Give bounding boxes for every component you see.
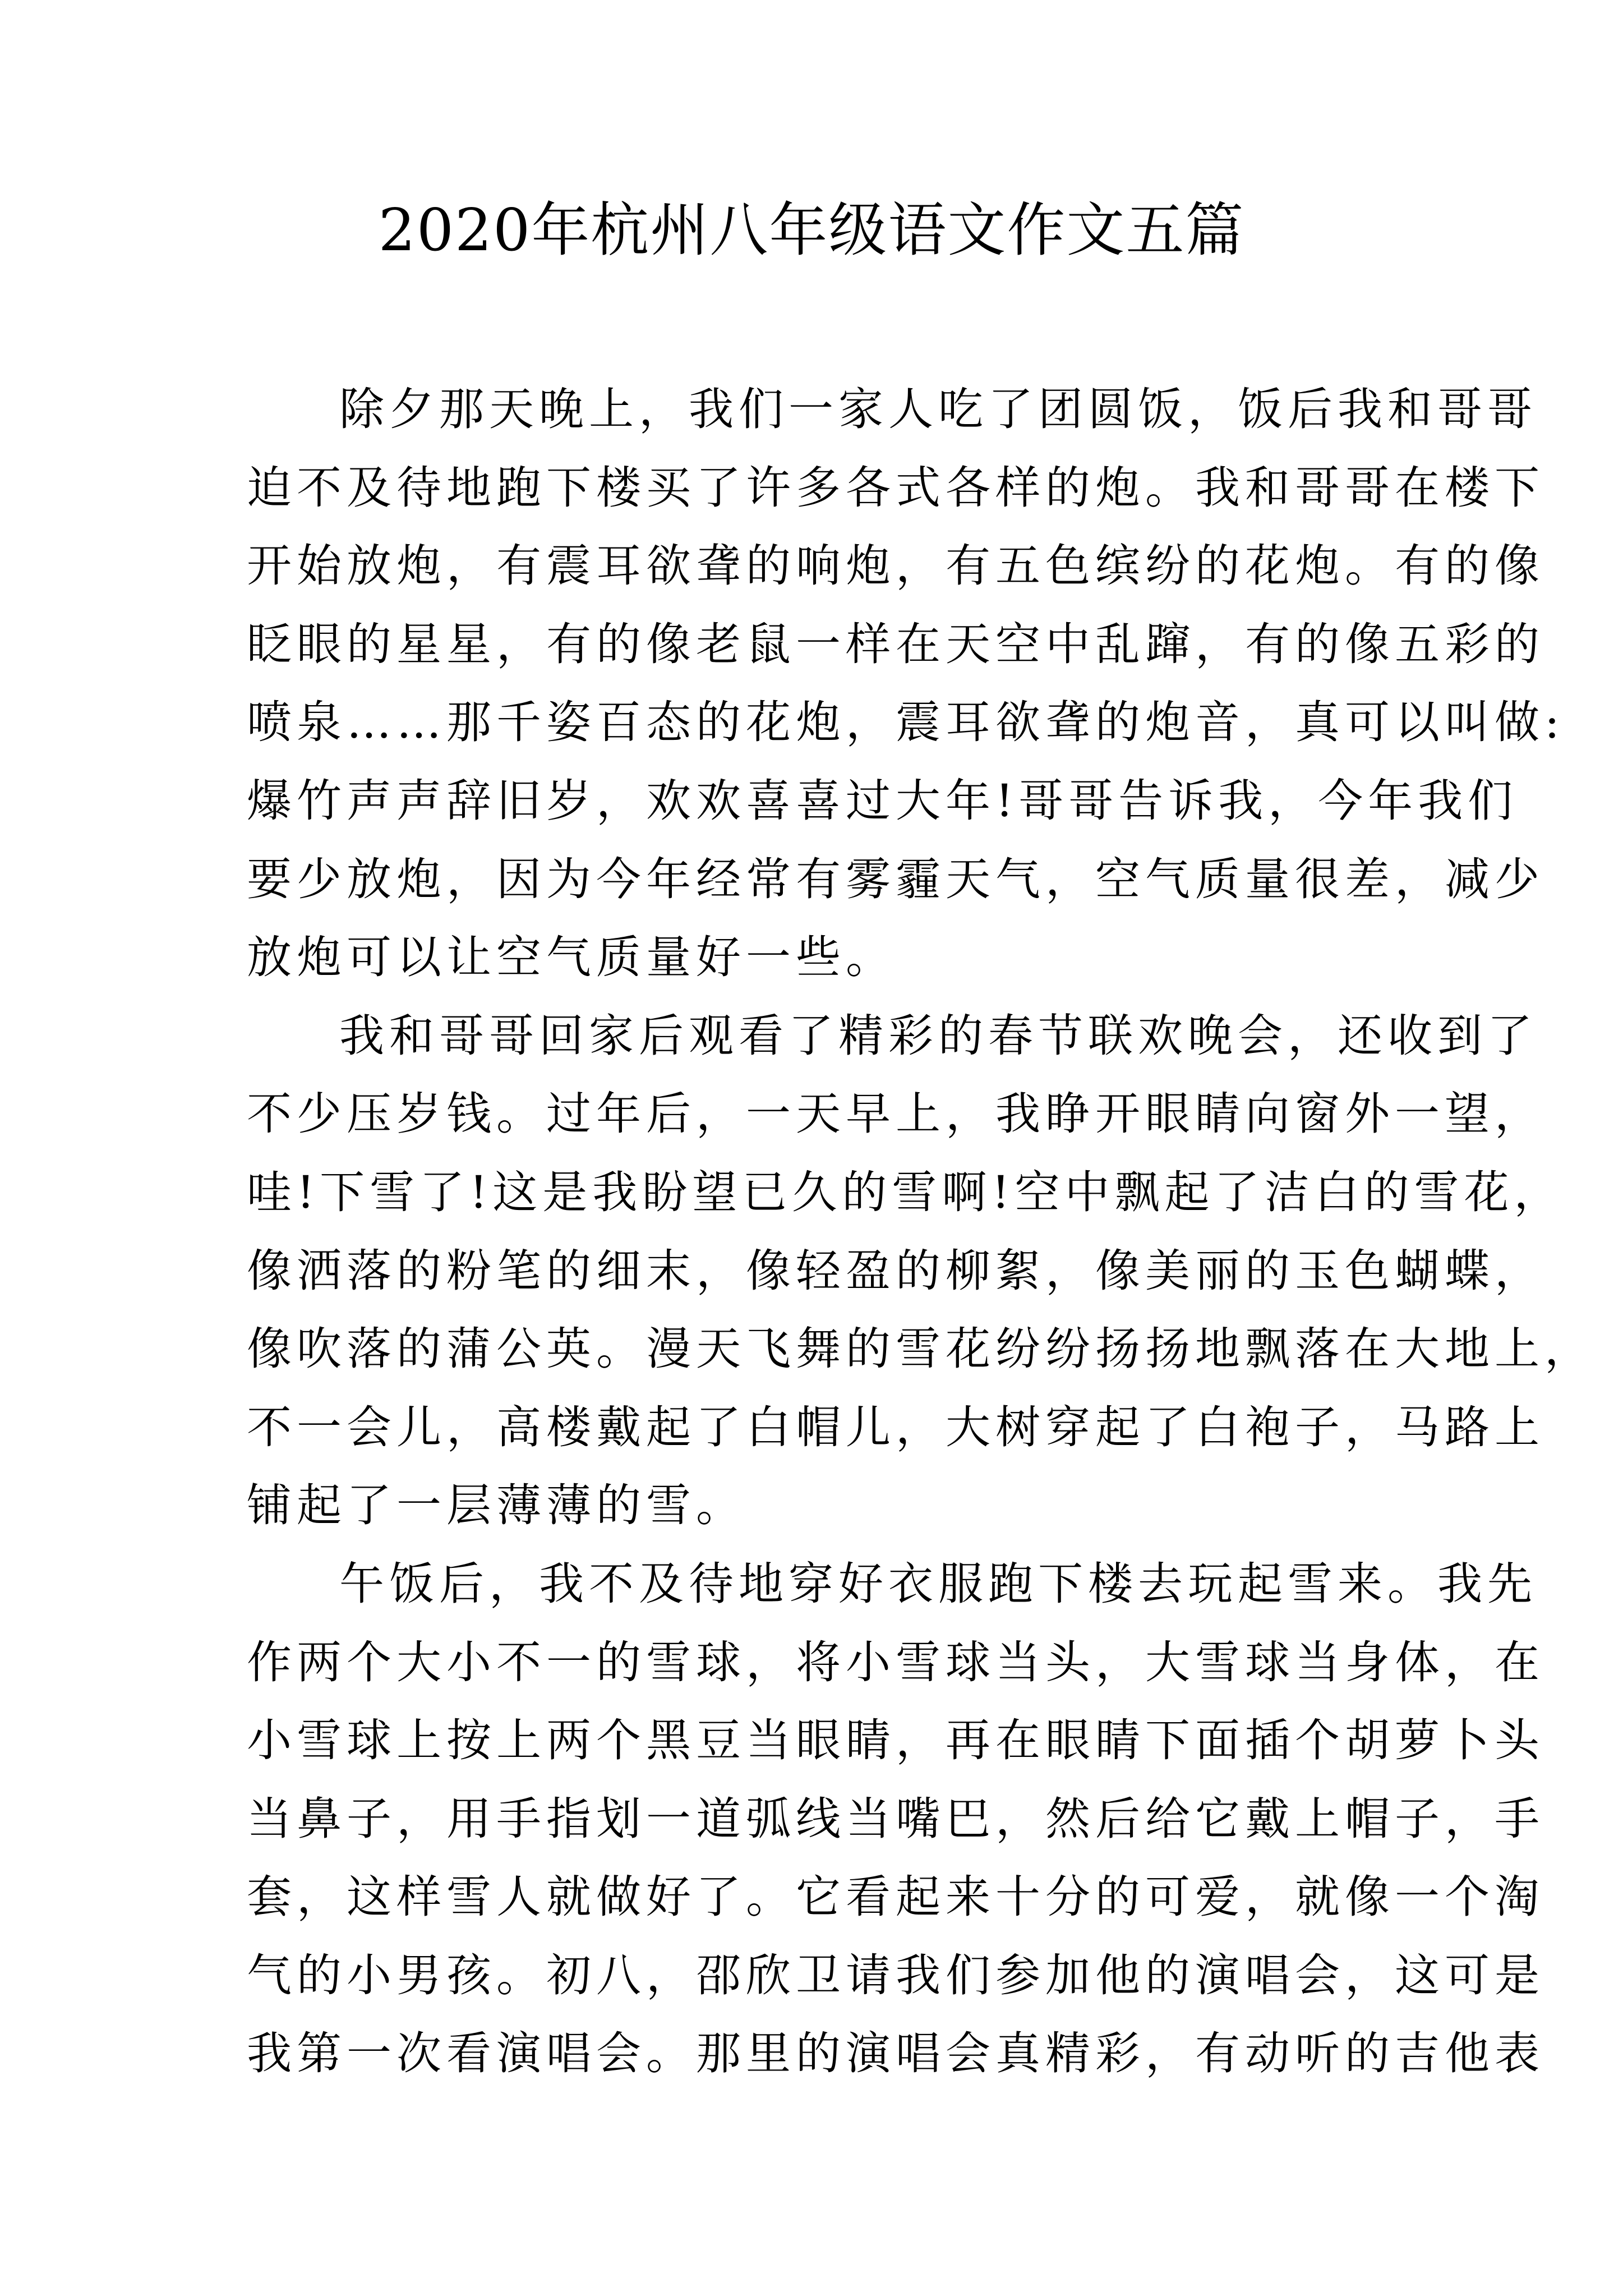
text-line: 迫不及待地跑下楼买了许多各式各样的炮。我和哥哥在楼下 xyxy=(247,461,1544,514)
text-line: 套，这样雪人就做好了。它看起来十分的可爱，就像一个淘 xyxy=(247,1871,1544,1924)
text-line: 不少压岁钱。过年后，一天早上，我睁开眼睛向窗外一望， xyxy=(247,1088,1544,1140)
text-line: 不一会儿，高楼戴起了白帽儿，大树穿起了白袍子，马路上 xyxy=(247,1401,1544,1453)
text-line: 爆竹声声辞旧岁，欢欢喜喜过大年!哥哥告诉我，今年我们 xyxy=(247,774,1518,827)
text-line: 眨眼的星星，有的像老鼠一样在天空中乱蹿，有的像五彩的 xyxy=(247,618,1544,670)
text-line: 作两个大小不一的雪球，将小雪球当头，大雪球当身体，在 xyxy=(247,1636,1544,1688)
text-line: 要少放炮，因为今年经常有雾霾天气，空气质量很差，减少 xyxy=(247,853,1544,905)
text-line: 午饭后，我不及待地穿好衣服跑下楼去玩起雪来。我先 xyxy=(339,1557,1537,1610)
text-line: 喷泉……那千姿百态的花炮，震耳欲聋的炮音，真可以叫做: xyxy=(247,696,1565,749)
text-line: 哇!下雪了!这是我盼望已久的雪啊!空中飘起了洁白的雪花， xyxy=(247,1166,1564,1218)
text-line: 铺起了一层薄薄的雪。 xyxy=(247,1479,746,1532)
text-line: 像吹落的蒲公英。漫天飞舞的雪花纷纷扬扬地飘落在大地上， xyxy=(247,1323,1594,1375)
text-line: 像洒落的粉笔的细末，像轻盈的柳絮，像美丽的玉色蝴蝶， xyxy=(247,1244,1544,1297)
text-line: 气的小男孩。初八，邵欣卫请我们参加他的演唱会，这可是 xyxy=(247,1949,1544,2001)
document-title: 2020年杭州八年级语文作文五篇 xyxy=(378,196,1245,264)
text-line: 我第一次看演唱会。那里的演唱会真精彩，有动听的吉他表 xyxy=(247,2027,1544,2080)
text-line: 当鼻子，用手指划一道弧线当嘴巴，然后给它戴上帽子，手 xyxy=(247,1792,1544,1845)
text-line: 除夕那天晚上，我们一家人吃了团圆饭，饭后我和哥哥 xyxy=(339,383,1537,435)
text-line: 小雪球上按上两个黑豆当眼睛，再在眼睛下面插个胡萝卜头 xyxy=(247,1714,1544,1767)
text-line: 放炮可以让空气质量好一些。 xyxy=(247,931,896,984)
text-line: 开始放炮，有震耳欲聋的响炮，有五色缤纷的花炮。有的像 xyxy=(247,540,1544,592)
document-body xyxy=(247,370,1594,2093)
text-line: 我和哥哥回家后观看了精彩的春节联欢晚会，还收到了 xyxy=(339,1009,1537,1062)
